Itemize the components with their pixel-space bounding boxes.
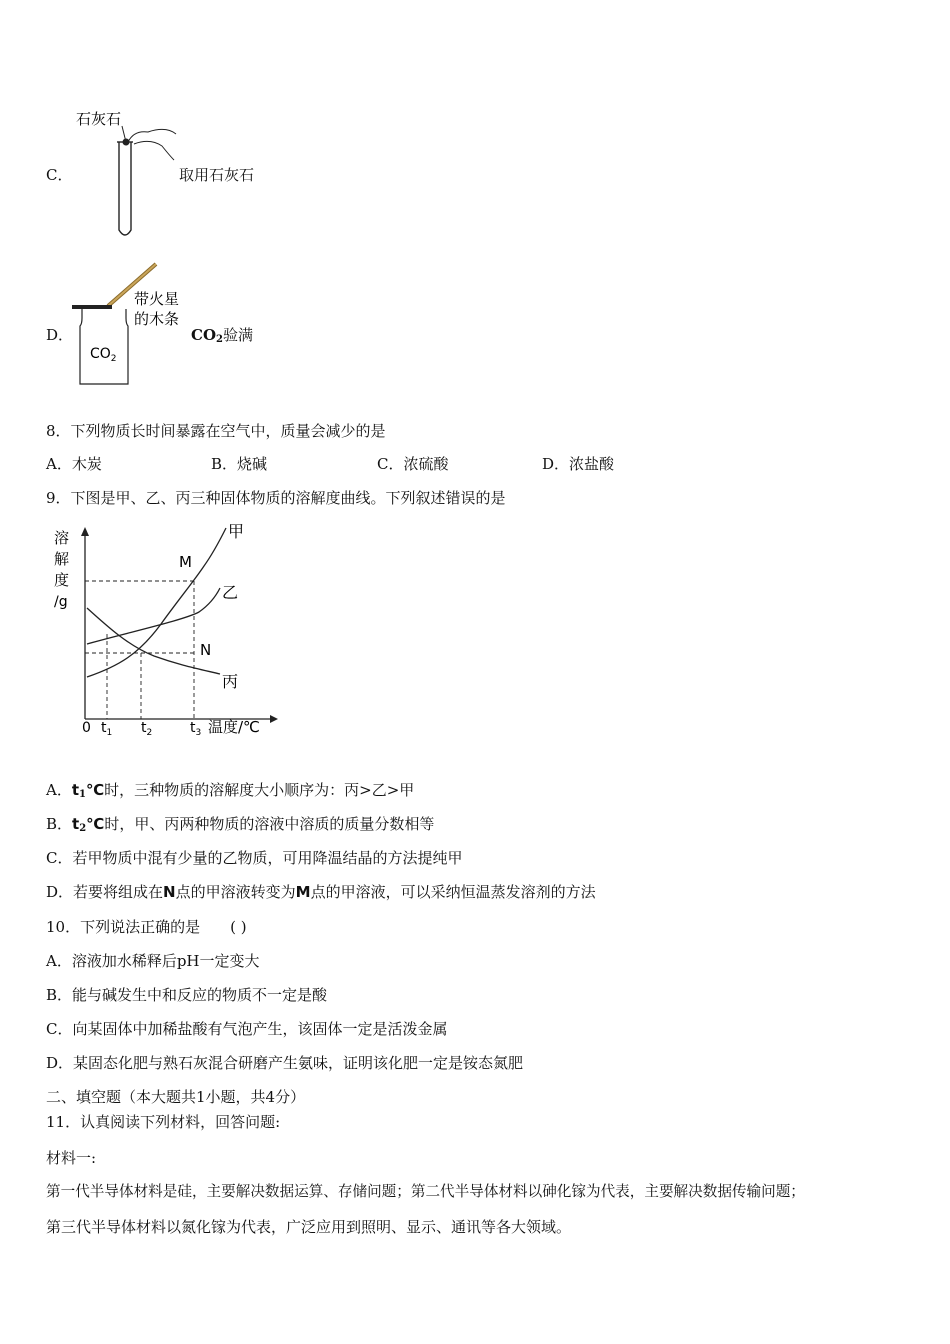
q10-stem: 10．下列说法正确的是 ( ) <box>46 918 247 936</box>
label-yi: 乙 <box>222 583 239 602</box>
option-c-text: 取用石灰石 <box>179 166 255 184</box>
q10-option-c: C．向某固体中加稀盐酸有气泡产生，该固体一定是活泼金属 <box>46 1020 448 1038</box>
splint-label-line2: 的木条 <box>134 310 180 328</box>
tick-t1: $t_1$ <box>101 720 113 738</box>
q9-option-c: C．若甲物质中混有少量的乙物质，可用降温结晶的方法提纯甲 <box>46 849 463 867</box>
splint-label-line1: 带火星 <box>134 290 180 308</box>
gas-bottle-figure <box>70 258 195 390</box>
y-label-char-2: 解 <box>54 550 70 568</box>
material-paragraph-line2: 第三代半导体材料以氮化镓为代表，广泛应用到照明、显示、通讯等各大领域。 <box>46 1218 572 1236</box>
q9-option-b: B．$t_2℃$时，甲、丙两种物质的溶液中溶质的质量分数相等 <box>46 815 435 834</box>
q11-stem: 11．认真阅读下列材料，回答问题: <box>46 1113 281 1131</box>
y-label-unit: /g <box>54 594 68 610</box>
test-tube-figure <box>70 104 185 244</box>
solubility-curve-chart <box>44 514 284 744</box>
q8-option-d: D．浓盐酸 <box>542 455 615 473</box>
q9-option-a: A．$t_1℃$时，三种物质的溶解度大小顺序为：丙>乙>甲 <box>46 781 415 800</box>
glass-plate-icon <box>72 305 112 309</box>
y-label-char-3: 度 <box>54 571 70 589</box>
label-bing: 丙 <box>222 672 239 691</box>
tick-t2: $t_2$ <box>141 720 153 738</box>
limestone-lump-icon <box>123 139 130 146</box>
label-jia: 甲 <box>228 522 245 541</box>
point-n-label: N <box>200 641 212 659</box>
material-paragraph-line1: 第一代半导体材料是硅，主要解决数据运算、存储问题；第二代半导体材料以砷化镓为代表，主要解决数据传输问题； <box>46 1183 805 1200</box>
q8-stem: 8．下列物质长时间暴露在空气中，质量会减少的是 <box>46 422 386 440</box>
y-axis-arrow-icon <box>81 527 89 536</box>
section-title: 二、填空题（本大题共1小题，共4分） <box>46 1088 306 1106</box>
q8-option-c: C．浓硫酸 <box>377 455 449 473</box>
q8-option-b: B．烧碱 <box>211 455 268 473</box>
q10-option-a: A．溶液加水稀释后pH一定变大 <box>46 952 260 970</box>
y-label-char-1: 溶 <box>54 529 70 547</box>
option-d-text: $CO_2$验满 <box>191 326 253 345</box>
x-axis-arrow-icon <box>270 715 278 723</box>
q9-option-d: D．若要将组成在N点的甲溶液转变为M点的甲溶液，可以采纳恒温蒸发溶剂的方法 <box>46 883 596 901</box>
option-c-label: C． <box>46 166 73 184</box>
q8-option-a: A．木炭 <box>46 455 102 473</box>
q10-option-b: B．能与碱发生中和反应的物质不一定是酸 <box>46 986 328 1004</box>
q9-stem: 9．下图是甲、乙、丙三种固体物质的溶解度曲线。下列叙述错误的是 <box>46 489 506 507</box>
material-label: 材料一: <box>46 1149 97 1167</box>
limestone-label: 石灰石 <box>76 110 122 128</box>
q10-option-d: D．某固态化肥与熟石灰混合研磨产生氨味，证明该化肥一定是铵态氮肥 <box>46 1054 524 1072</box>
origin-label: 0 <box>82 720 91 736</box>
x-axis-label: 温度/℃ <box>208 718 260 736</box>
bottle-co2-label: $CO_2$ <box>90 346 117 364</box>
test-tube-icon <box>119 142 131 235</box>
hand-icon <box>128 129 176 160</box>
tick-t3: $t_3$ <box>190 720 202 738</box>
option-d-label: D． <box>46 326 74 344</box>
point-m-label: M <box>179 553 192 571</box>
